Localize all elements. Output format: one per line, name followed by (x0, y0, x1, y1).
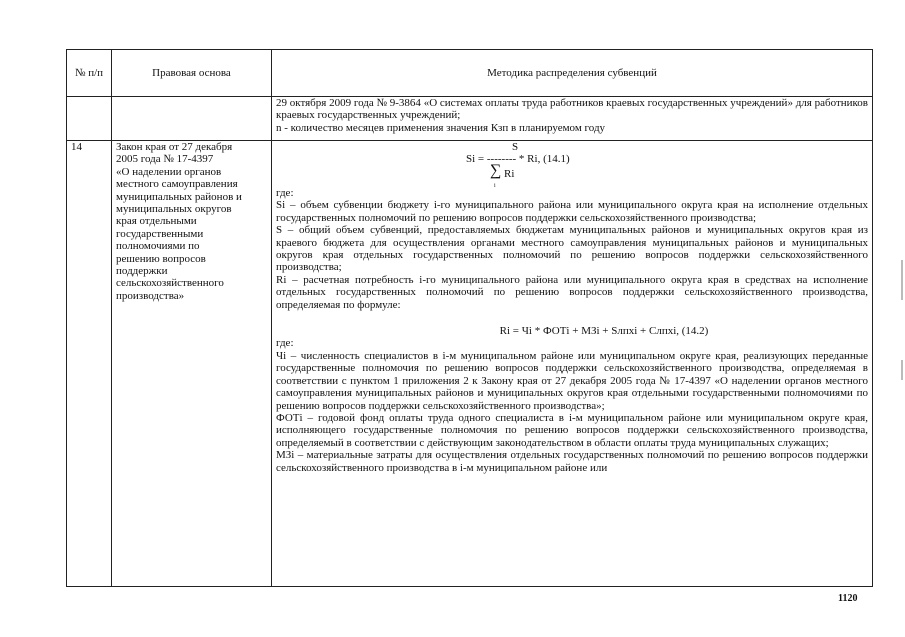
formula-numerator: S (512, 141, 519, 153)
scan-edge-mark (901, 260, 903, 300)
sum-symbol: ∑ (490, 162, 502, 179)
formula-subscript: i (494, 183, 496, 189)
formula-14-2: Ri = Чi * ФОТi + МЗi + Sлпхi + Слпхi, (14.2) (499, 325, 709, 338)
law-line: Закон края от 27 декабря (116, 141, 233, 153)
law-line: 2005 года № 17-4397 (116, 153, 214, 166)
row-14-legal-basis (112, 141, 272, 587)
law-line: полномочиями по (116, 240, 200, 253)
header-number: № п/п (67, 50, 112, 97)
row-14-number: 14 (67, 141, 112, 587)
law-line: сельскохозяйственного (116, 277, 224, 290)
law-line: края отдельными (116, 215, 197, 228)
law-line: решению вопросов (116, 252, 206, 265)
law-line: производства» (116, 289, 185, 302)
definition-si: Si – объем субвенции бюджету i-го муниципального района или муниципального округа края на исполнение отдельных государственных полномочий по решению вопросов поддержки сельскохозяйственного производства; (276, 199, 868, 224)
page-number: 1120 (838, 593, 858, 604)
definition-mz: МЗi – материальные затраты для осуществления отдельных государственных полномочий по решению вопросов поддержки сельскохозяйственного производства в i-м муниципальном районе или (276, 449, 868, 474)
cell-empty-num (67, 97, 112, 141)
law-line: муниципальных округов (116, 203, 232, 216)
formula-denominator: Ri (504, 168, 515, 180)
cell-continued-method (272, 97, 873, 141)
subvention-table (66, 49, 873, 587)
law-line: «О наделении органов (116, 165, 222, 178)
law-line: государственными (116, 227, 204, 240)
continued-text-2: n - количество месяцев применения значения Кзп в планируемом году (276, 121, 606, 134)
law-line: местного самоуправления (116, 178, 238, 191)
where-label-1: где: (276, 187, 294, 199)
table-row-14 (67, 141, 873, 587)
definition-chi: Чi – численность специалистов в i-м муниципальном районе или муниципальном округе края, реализующих переданные государственные полномочия по решению вопросов поддержки сельскохозяйственного производства, определяемая в соответствии с пунктом 1 приложения 2 к Закону края от 27 декабря 2005 года № 17-4397 «О наделении органов местного самоуправления муниципальных районов и муниципальных округов края отдельными государственными полномочиями по решению вопросов поддержки сельскохозяйственного производства»; (276, 349, 868, 412)
header-legal-basis: Правовая основа (112, 50, 272, 97)
scan-edge-mark (901, 360, 903, 380)
table-row-continued (67, 97, 873, 141)
law-line: муниципальных районов и (116, 190, 242, 203)
formula-14-1 (276, 141, 868, 187)
header-method: Методика распределения субвенций (272, 50, 873, 97)
formula-main: Si = -------- * Ri, (14.1) (466, 153, 570, 165)
where-label-2: где: (276, 337, 294, 350)
cell-empty-basis (112, 97, 272, 141)
definition-fot: ФОТi – годовой фонд оплаты труда одного специалиста в i-м муниципальном районе или муниципальном округе края, исполняющего государственные полномочия по решению вопросов поддержки сельскохозяйственного производства, определяемый в соответствии с действующим законодательством в области оплаты труда муниципальных служащих; (276, 411, 868, 449)
row-14-method (272, 141, 873, 587)
table-header-row (67, 50, 873, 97)
definition-s: S – общий объем субвенций, предоставляемых бюджетам муниципальных районов и муниципальных округов края из краевого бюджета для осуществления органами местного самоуправления муниципальных районов и муниципальных округов края отдельных государственных полномочий по решению вопросов поддержки сельскохозяйственного производства; (276, 224, 868, 274)
definition-ri: Ri – расчетная потребность i-го муниципального района или муниципального округа края в средствах на исполнение отдельных государственных полномочий по решению вопросов поддержки сельскохозяйственного производства, определяемая по формуле: (276, 273, 868, 311)
law-line: поддержки (116, 265, 168, 278)
continued-text-1: 29 октября 2009 года № 9-3864 «О системах оплаты труда работников краевых государственных учреждений» для работников краевых государственных учреждений; (276, 97, 868, 122)
